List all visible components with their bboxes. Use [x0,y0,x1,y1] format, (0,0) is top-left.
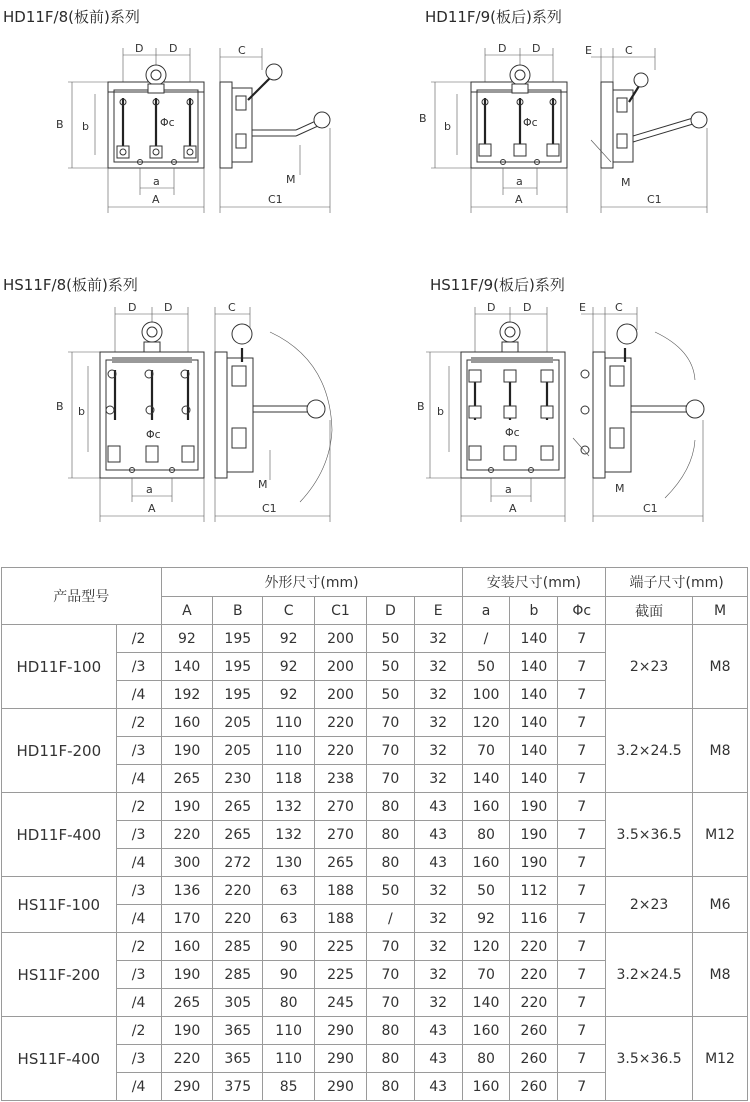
value-cell: 220 [161,821,213,849]
value-cell: 220 [315,709,367,737]
value-cell: 43 [414,1045,462,1073]
spec-table-body [2,625,748,1101]
value-cell: 195 [213,625,263,653]
dim-label: A [509,502,517,515]
dim-label: C1 [643,502,658,515]
value-cell: 160 [462,1073,510,1101]
dim-label: D [135,42,144,55]
value-cell: 32 [414,765,462,793]
dim-label: E [585,44,592,57]
value-cell: 80 [366,1045,414,1073]
thread-cell: M8 [693,625,748,709]
dim-label: Φc [505,426,520,439]
value-cell: 190 [510,793,558,821]
value-cell: 305 [213,989,263,1017]
value-cell: 70 [366,989,414,1017]
value-cell: 188 [315,905,367,933]
value-cell: 140 [510,625,558,653]
diagram-hd11f-8 [0,0,375,270]
dim-label: C [615,301,623,314]
value-cell: 190 [161,1017,213,1045]
value-cell: 7 [558,989,606,1017]
value-cell: 92 [263,653,315,681]
value-cell: 32 [414,625,462,653]
diagram-title-hs11f-9: HS11F/9(板后)系列 [430,276,565,294]
dim-label: C [238,44,246,57]
value-cell: 290 [315,1073,367,1101]
value-cell: 300 [161,849,213,877]
value-cell: 132 [263,793,315,821]
table-row [2,933,748,961]
value-cell: 7 [558,905,606,933]
value-cell: 238 [315,765,367,793]
pole-cell: /2 [116,793,161,821]
value-cell: 70 [366,737,414,765]
thread-cell: M6 [693,877,748,933]
value-cell: 190 [161,793,213,821]
value-cell: 85 [263,1073,315,1101]
pole-cell: /3 [116,961,161,989]
dim-label: M [615,482,625,495]
value-cell: 50 [366,653,414,681]
value-cell: 120 [462,933,510,961]
value-cell: 90 [263,933,315,961]
value-cell: 7 [558,1045,606,1073]
pole-cell: /3 [116,737,161,765]
value-cell: 136 [161,877,213,905]
dim-label: C1 [647,193,662,206]
value-cell: 245 [315,989,367,1017]
value-cell: 265 [213,793,263,821]
value-cell: 92 [161,625,213,653]
header-outline: 外形尺寸(mm) [161,568,462,597]
value-cell: 205 [213,737,263,765]
value-cell: 116 [510,905,558,933]
value-cell: 32 [414,933,462,961]
value-cell: 32 [414,681,462,709]
dim-label: D [128,301,137,314]
section-cell: 3.2×24.5 [606,709,693,793]
value-cell: 200 [315,625,367,653]
value-cell: 50 [366,877,414,905]
value-cell: 285 [213,961,263,989]
value-cell: 220 [315,737,367,765]
value-cell: 160 [161,709,213,737]
column-header: b [510,597,558,625]
section-cell: 3.2×24.5 [606,933,693,1017]
value-cell: 160 [462,1017,510,1045]
dim-label: B [417,400,425,413]
value-cell: 265 [161,989,213,1017]
value-cell: 112 [510,877,558,905]
value-cell: 140 [510,765,558,793]
value-cell: 130 [263,849,315,877]
table-row [2,877,748,905]
section-cell: 2×23 [606,625,693,709]
value-cell: 7 [558,793,606,821]
value-cell: 260 [510,1073,558,1101]
column-header: Φc [558,597,606,625]
column-header: B [213,597,263,625]
header-terminal: 端子尺寸(mm) [606,568,748,597]
value-cell: / [462,625,510,653]
pole-cell: /3 [116,877,161,905]
header-model: 产品型号 [2,568,162,625]
column-header: C [263,597,315,625]
value-cell: 50 [462,653,510,681]
value-cell: 63 [263,905,315,933]
pole-cell: /2 [116,1017,161,1045]
dim-label: C1 [262,502,277,515]
thread-cell: M8 [693,933,748,1017]
value-cell: 132 [263,821,315,849]
diagram-title-hd11f-8: HD11F/8(板前)系列 [3,8,140,26]
value-cell: 80 [462,1045,510,1073]
value-cell: 92 [462,905,510,933]
value-cell: 375 [213,1073,263,1101]
value-cell: 265 [161,765,213,793]
value-cell: 140 [462,765,510,793]
pole-cell: /4 [116,681,161,709]
dim-label: B [56,400,64,413]
dim-label: M [258,478,268,491]
value-cell: 80 [263,989,315,1017]
value-cell: 32 [414,961,462,989]
dim-label: D [532,42,541,55]
dim-label: b [444,120,451,133]
value-cell: 63 [263,877,315,905]
value-cell: 160 [462,849,510,877]
value-cell: 92 [263,625,315,653]
value-cell: 43 [414,1073,462,1101]
value-cell: 272 [213,849,263,877]
value-cell: 70 [366,961,414,989]
diagram-hs11f-8 [0,270,375,560]
dim-label: b [78,405,85,418]
value-cell: 7 [558,933,606,961]
table-row [2,625,748,653]
dim-label: E [579,301,586,314]
value-cell: 192 [161,681,213,709]
pole-cell: /4 [116,905,161,933]
value-cell: 260 [510,1045,558,1073]
dim-label: Φc [523,116,538,129]
column-header: A [161,597,213,625]
section-cell: 3.5×36.5 [606,793,693,877]
value-cell: 118 [263,765,315,793]
value-cell: 80 [366,1073,414,1101]
dim-label: A [515,193,523,206]
dim-label: C1 [268,193,283,206]
value-cell: 140 [510,709,558,737]
dim-label: Φc [160,116,175,129]
table-row [2,1017,748,1045]
model-cell: HS11F-200 [2,933,117,1017]
value-cell: 200 [315,653,367,681]
pole-cell: /4 [116,989,161,1017]
dim-label: D [487,301,496,314]
value-cell: 285 [213,933,263,961]
table-row [2,709,748,737]
dim-label: D [523,301,532,314]
value-cell: 290 [161,1073,213,1101]
value-cell: 160 [161,933,213,961]
value-cell: 195 [213,681,263,709]
dim-label: b [82,120,89,133]
value-cell: 43 [414,793,462,821]
value-cell: 365 [213,1045,263,1073]
value-cell: 32 [414,989,462,1017]
dim-label: b [437,405,444,418]
thread-cell: M12 [693,1017,748,1101]
dim-label: B [419,112,427,125]
diagram-hd11f-9 [375,0,750,270]
diagram-title-hd11f-9: HD11F/9(板后)系列 [425,8,562,26]
pole-cell: /2 [116,933,161,961]
value-cell: 200 [315,681,367,709]
model-cell: HD11F-100 [2,625,117,709]
value-cell: 80 [366,821,414,849]
value-cell: 110 [263,1017,315,1045]
value-cell: 70 [366,933,414,961]
value-cell: 205 [213,709,263,737]
value-cell: 265 [315,849,367,877]
value-cell: 80 [366,793,414,821]
value-cell: 100 [462,681,510,709]
value-cell: 80 [462,821,510,849]
value-cell: 190 [161,961,213,989]
value-cell: 110 [263,737,315,765]
section-cell: 3.5×36.5 [606,1017,693,1101]
value-cell: 110 [263,1045,315,1073]
column-header: D [366,597,414,625]
value-cell: 7 [558,961,606,989]
dim-label: D [164,301,173,314]
value-cell: 7 [558,1073,606,1101]
value-cell: 220 [510,933,558,961]
value-cell: 140 [161,653,213,681]
value-cell: 7 [558,765,606,793]
value-cell: 140 [510,681,558,709]
value-cell: 7 [558,1017,606,1045]
value-cell: 190 [161,737,213,765]
value-cell: 32 [414,709,462,737]
value-cell: 70 [366,709,414,737]
value-cell: 110 [263,709,315,737]
diagram-hs11f-9 [375,270,750,560]
value-cell: 225 [315,961,367,989]
dim-label: Φc [146,428,161,441]
dim-label: a [153,175,160,188]
diagram-title-hs11f-8: HS11F/8(板前)系列 [3,276,138,294]
value-cell: 220 [510,989,558,1017]
pole-cell: /4 [116,849,161,877]
model-cell: HS11F-100 [2,877,117,933]
value-cell: 32 [414,737,462,765]
value-cell: 225 [315,933,367,961]
dim-label: A [148,502,156,515]
value-cell: 265 [213,821,263,849]
value-cell: 43 [414,821,462,849]
pole-cell: /2 [116,709,161,737]
dim-label: a [146,483,153,496]
value-cell: 170 [161,905,213,933]
value-cell: / [366,905,414,933]
model-cell: HD11F-400 [2,793,117,877]
dim-label: M [286,173,296,186]
column-header: M [693,597,748,625]
value-cell: 80 [366,1017,414,1045]
value-cell: 32 [414,653,462,681]
value-cell: 260 [510,1017,558,1045]
value-cell: 43 [414,1017,462,1045]
column-header: 截面 [606,597,693,625]
value-cell: 220 [510,961,558,989]
dim-label: C [228,301,236,314]
section-cell: 2×23 [606,877,693,933]
value-cell: 140 [510,737,558,765]
pole-cell: /4 [116,765,161,793]
value-cell: 90 [263,961,315,989]
dim-label: a [516,175,523,188]
value-cell: 80 [366,849,414,877]
value-cell: 7 [558,737,606,765]
dim-label: D [169,42,178,55]
value-cell: 7 [558,821,606,849]
column-header: E [414,597,462,625]
dim-label: A [152,193,160,206]
value-cell: 140 [462,989,510,1017]
table-row [2,793,748,821]
value-cell: 220 [213,905,263,933]
pole-cell: /3 [116,653,161,681]
value-cell: 190 [510,849,558,877]
pole-cell: /2 [116,625,161,653]
pole-cell: /3 [116,1045,161,1073]
column-header: C1 [315,597,367,625]
value-cell: 7 [558,653,606,681]
value-cell: 270 [315,821,367,849]
pole-cell: /4 [116,1073,161,1101]
dim-label: M [621,176,631,189]
value-cell: 7 [558,625,606,653]
value-cell: 190 [510,821,558,849]
value-cell: 50 [366,681,414,709]
model-cell: HD11F-200 [2,709,117,793]
value-cell: 140 [510,653,558,681]
value-cell: 70 [462,961,510,989]
thread-cell: M8 [693,709,748,793]
header-install: 安装尺寸(mm) [462,568,606,597]
value-cell: 220 [213,877,263,905]
pole-cell: /3 [116,821,161,849]
dim-label: C [625,44,633,57]
value-cell: 7 [558,681,606,709]
dim-label: a [505,483,512,496]
model-cell: HS11F-400 [2,1017,117,1101]
value-cell: 50 [366,625,414,653]
value-cell: 32 [414,905,462,933]
value-cell: 43 [414,849,462,877]
value-cell: 7 [558,849,606,877]
value-cell: 365 [213,1017,263,1045]
value-cell: 290 [315,1017,367,1045]
value-cell: 92 [263,681,315,709]
thread-cell: M12 [693,793,748,877]
value-cell: 290 [315,1045,367,1073]
value-cell: 50 [462,877,510,905]
value-cell: 195 [213,653,263,681]
dim-label: D [498,42,507,55]
value-cell: 32 [414,877,462,905]
value-cell: 7 [558,877,606,905]
column-header: a [462,597,510,625]
spec-table [1,567,748,1101]
value-cell: 160 [462,793,510,821]
value-cell: 120 [462,709,510,737]
value-cell: 70 [366,765,414,793]
value-cell: 7 [558,709,606,737]
value-cell: 188 [315,877,367,905]
value-cell: 230 [213,765,263,793]
value-cell: 70 [462,737,510,765]
value-cell: 270 [315,793,367,821]
dim-label: B [56,118,64,131]
value-cell: 220 [161,1045,213,1073]
